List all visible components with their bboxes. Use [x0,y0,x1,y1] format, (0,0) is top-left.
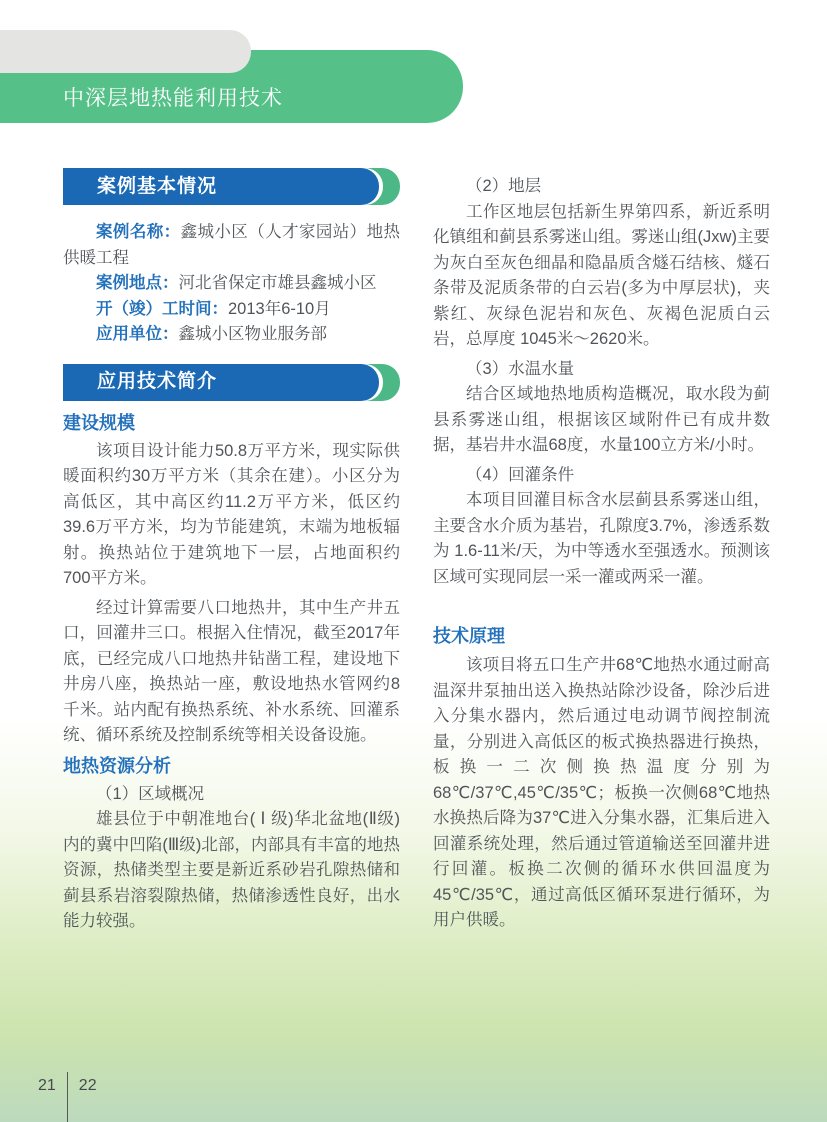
case-info-dates [63,297,400,323]
heading-geothermal-resource-analysis: 地热资源分析 [63,755,171,776]
case-info-location-value: 河北省保定市雄县鑫城小区 [178,274,377,292]
case-info-unit-label: 应用单位： [96,325,179,343]
heading-technical-principle: 技术原理 [433,626,505,646]
right-column [433,168,770,939]
case-info-location-label: 案例地点： [96,274,179,292]
page-number-left: 21 [38,1077,56,1094]
case-info-location [63,271,400,297]
left-column [63,168,400,939]
case-info-unit [63,322,400,348]
banner-applied-technology [63,364,400,401]
page-title: 中深层地热能利用技术 [63,87,283,110]
subheading-region-overview: （1）区域概况 [96,784,205,803]
banner-label: 应用技术简介 [63,364,379,401]
banner-case-basic-info [63,168,400,205]
content-columns [63,168,770,939]
case-info-dates-label: 开（竣）工时间： [96,299,228,318]
case-info-block [63,220,400,348]
heading-construction-scale: 建设规模 [63,412,135,433]
paragraph-reinjection-conditions: 本项目回灌目标含水层蓟县系雾迷山组，主要含水介质为基岩，孔隙度3.7%，渗透系数为 1.6-11米/天，为中等透水至强透水。预测该区域可实现同层一采一灌或两采一灌。 [433,491,770,586]
banner-label: 案例基本情况 [63,168,379,205]
page-number-right: 22 [78,1077,97,1094]
paragraph-scale-1: 该项目设计能力50.8万平方米，现实际供暖面积约30万平方米（其余在建）。小区分为高低区，其中高区约11.2万平方米，低区约39.6万平方米，均为节能建筑，末端为地板辐射。换热站位于建筑地下一层，占地面积约700平方米。 [63,441,400,587]
subheading-stratum: （2）地层 [466,177,542,195]
paragraph-technical-principle: 该项目将五口生产井68℃地热水通过耐高温深井泵抽出送入换热站除沙设备，除沙后进入分集水器内，然后通过电动调节阀控制流量，分别进入高低区的板式换热器进行换热，板换一二次侧换热温度分别为68℃/37℃,45℃/35℃；板换一次侧68℃地热水换热后降为37℃进入分集水器，汇集后进入回灌系统处理，然后通过管道输送至回灌井进行回灌。板换二次侧的循环水供回温度为45℃/35℃，通过高低区循环泵进行循环，为用户供暖。 [433,656,770,929]
paragraph-stratum: 工作区地层包括新生界第四系，新近系明化镇组和蓟县系雾迷山组。雾迷山组(Jxw)主要为灰白至灰色细晶和隐晶质含燧石结核、燧石条带及泥质条带的白云岩(多为中厚层状)，夹紫红、灰绿色泥岩和灰色、灰褐色泥质白云岩，总厚度 1045米～2620米。 [433,202,770,348]
masthead-gray-band [0,30,251,73]
case-info-name-value: 鑫城小区（人才家园站）地热供暖工程 [63,223,401,267]
subheading-reinjection-conditions: （4）回灌条件 [466,465,575,484]
case-info-name-label: 案例名称： [96,223,181,241]
page-number-divider [67,1072,68,1122]
subheading-water-temp-volume: （3）水温水量 [466,359,575,378]
case-info-unit-value: 鑫城小区物业服务部 [178,325,327,343]
footer-page-numbers [38,1072,97,1122]
paragraph-water-temp-volume: 结合区域地热地质构造概况，取水段为蓟县系雾迷山组，根据该区域附件已有成井数据，基岩井水温68度，水量100立方米/小时。 [433,385,770,454]
paragraph-scale-2: 经过计算需要八口地热井，其中生产井五口，回灌井三口。根据入住情况，截至2017年底，已经完成八口地热井钻凿工程，建设地下井房八座，换热站一座，敷设地热水管网约8千米。站内配有换热系统、补水系统、回灌系统、循环系统及控制系统等相关设备设施。 [63,598,400,744]
case-info-dates-value: 2013年6-10月 [228,299,331,318]
paragraph-region: 雄县位于中朝准地台( Ⅰ 级)华北盆地(Ⅱ级)内的冀中凹陷(Ⅲ级)北部，内部具有丰富的地热资源，热储类型主要是新近系砂岩孔隙热储和蓟县系岩溶裂隙热储，热储渗透性良好，出水能力较强。 [63,810,400,930]
case-info-name [63,220,400,271]
